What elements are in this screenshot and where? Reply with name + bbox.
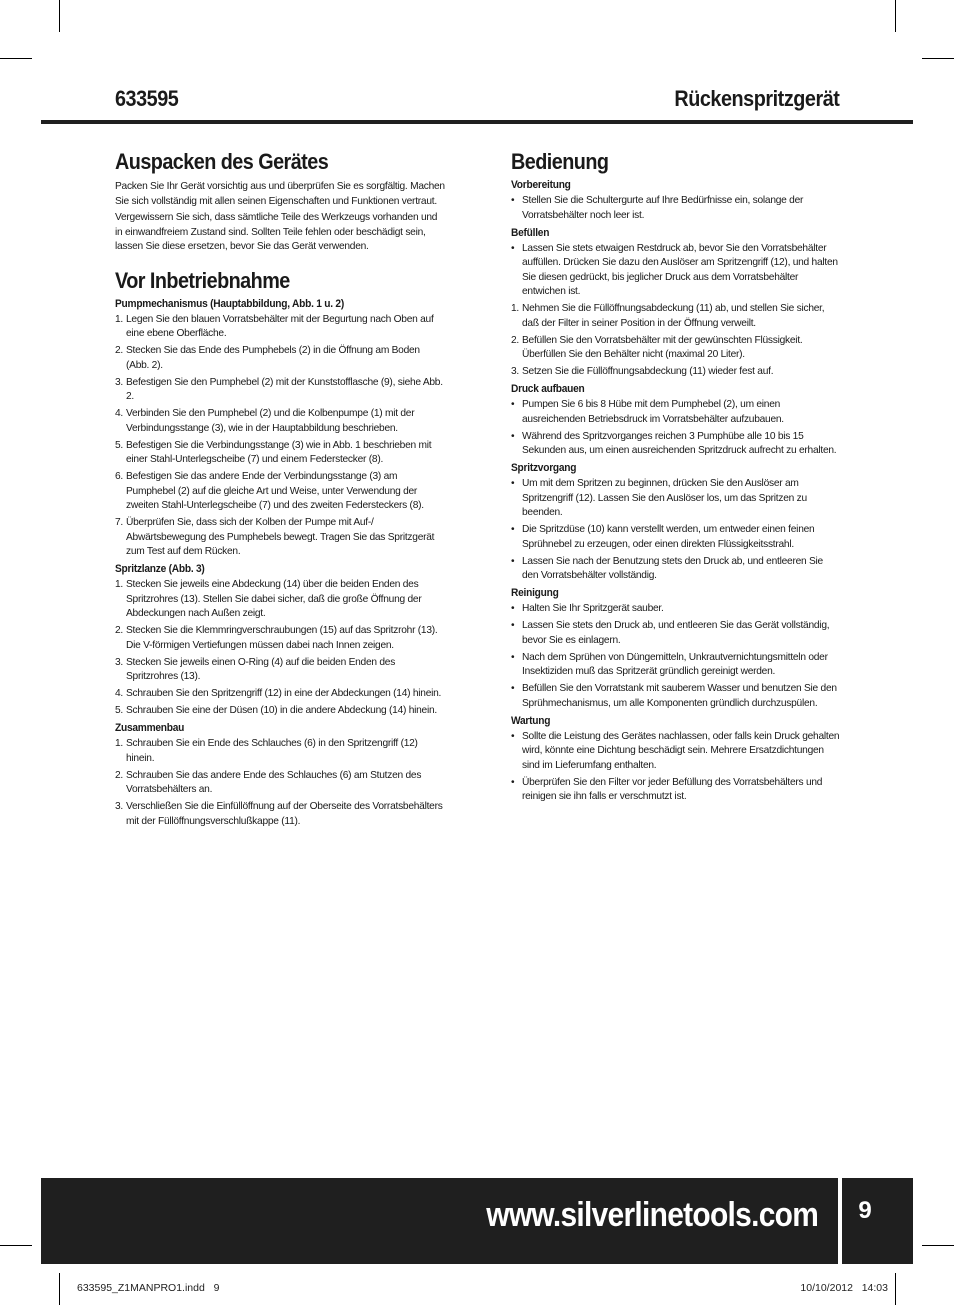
list-item-text: Lassen Sie stets etwaigen Restdruck ab, bevor Sie den Vorratsbehälter auffüllen. Drücken Sie dazu den Auslöser am Spritzengriff (12), und halten Sie diesen gedrückt, bis jeglicher Druck aus dem Vorratsbehälter entwichen ist. — [522, 242, 838, 297]
list-item-text: Befestigen Sie das andere Ende der Verbindungsstange (3) am Pumphebel (2) auf die gleiche Art und Weise, unter Verwendung der zweiten Stahl-Unterlegscheibe (7) und des zweiten Federsteckers (8). — [126, 471, 424, 511]
crop-mark — [895, 1273, 896, 1305]
crop-mark — [922, 58, 954, 59]
left-column — [115, 148, 445, 832]
list-item-text: Stecken Sie das Ende des Pumphebels (2) in die Öffnung am Boden (Abb. 2). — [126, 345, 420, 371]
list-item: • Während des Spritzvorganges reichen 3 Pumphübe alle 10 bis 15 Sekunden aus, um einen ausreichenden Spritzdruck aufrecht zu erhalten. — [511, 430, 837, 456]
list-item: • Halten Sie Ihr Spritzgerät sauber. — [511, 603, 664, 614]
list-item: 3. Stecken Sie jeweils einen O-Ring (4) auf die beiden Enden des Spritzrohres (13). — [115, 656, 396, 682]
list-item: 2. Schrauben Sie das andere Ende des Schlauches (6) am Stutzen des Vorratsbehälters an. — [115, 769, 422, 795]
list-item: • Die Spritzdüse (10) kann verstellt werden, um entweder einen feinen Sprühnebel zu erzeugen, oder einen direkten Flüssigkeitsstrahl. — [511, 524, 815, 550]
pump-steps — [115, 313, 445, 560]
list-item-text: Überprüfen Sie, dass sich der Kolben der Pumpe mit Auf-/ Abwärtsbewegung des Pumphebels bewegt. Tragen Sie das Spritzgerät zum Test auf dem Rücken. — [126, 517, 435, 557]
list-item: 5. Schrauben Sie eine der Düsen (10) in die andere Abdeckung (14) hinein. — [115, 705, 437, 716]
product-number: 633595 — [115, 86, 179, 111]
list-item-text: Verbinden Sie den Pumphebel (2) und die Kolbenpumpe (1) mit der Verbindungsstange (3), wie in der Hauptabbildung beschrieben. — [126, 408, 415, 434]
section-title-setup: Vor Inbetriebnahme — [115, 267, 290, 293]
maintenance-bullets — [511, 730, 841, 805]
footer-bar — [41, 1178, 838, 1264]
list-item-text: Stecken Sie die Klemmringverschraubungen (15) auf das Spritzrohr (13). Die V-förmigen Vertiefungen müssen dabei nach Innen zeigen. — [126, 625, 438, 651]
crop-mark — [895, 0, 896, 32]
header-rule — [41, 120, 913, 124]
list-item-text: Lassen Sie nach der Benutzung stets den Druck ab, und entleeren Sie den Vorratsbehälter vollständig. — [522, 555, 823, 581]
subheading-pump: Pumpmechanismus (Hauptabbildung, Abb. 1 u. 2) — [115, 297, 344, 310]
list-item-text: Stecken Sie jeweils einen O-Ring (4) auf die beiden Enden des Spritzrohres (13). — [126, 656, 396, 682]
list-item: 2. Befüllen Sie den Vorratsbehälter mit der gewünschten Flüssigkeit. Überfüllen Sie den Behälter nicht (maximal 20 Liter). — [511, 334, 803, 360]
list-item-text: Lassen Sie stets den Druck ab, und entleeren Sie das Gerät vollständig, bevor Sie es einlagern. — [522, 620, 830, 646]
pressure-bullets — [511, 398, 841, 459]
list-item: 3. Befestigen Sie den Pumphebel (2) mit der Kunststofflasche (9), siehe Abb. 2. — [115, 376, 443, 402]
list-item-text: Befüllen Sie den Vorratstank mit sauberem Wasser und benutzen Sie den Sprühmechanismus, um alle Komponenten gründlich durchzuspülen. — [522, 683, 837, 709]
subheading-pressure: Druck aufbauen — [511, 383, 585, 395]
subheading-prep: Vorbereitung — [511, 179, 571, 191]
spraying-bullets — [511, 477, 841, 584]
list-item-text: Befestigen Sie den Pumphebel (2) mit der Kunststofflasche (9), siehe Abb. 2. — [126, 376, 443, 402]
fill-steps — [511, 302, 841, 380]
list-item-text: Schrauben Sie eine der Düsen (10) in die andere Abdeckung (14) hinein. — [126, 705, 437, 716]
list-item: • Überprüfen Sie den Filter vor jeder Befüllung des Vorratsbehälters und reinigen sie ihn falls er verschmutzt ist. — [511, 776, 823, 802]
list-item: 5. Befestigen Sie die Verbindungsstange (3) wie in Abb. 1 beschrieben mit einer Stahl-Unterlegscheibe (7) und einem Federstecker (8). — [115, 439, 432, 465]
assembly-steps — [115, 737, 445, 829]
list-item-text: Nach dem Sprühen von Düngemitteln, Unkrautvernichtungsmitteln oder Insektiziden muß das Spritzerät gründlich gereinigt werden. — [522, 651, 828, 677]
list-item-text: Schrauben Sie das andere Ende des Schlauches (6) am Stutzen des Vorratsbehälters an. — [126, 769, 422, 795]
page-number: 9 — [858, 1197, 872, 1224]
list-item: 1. Legen Sie den blauen Vorratsbehälter mit der Begurtung nach Oben auf eine ebene Oberfläche. — [115, 313, 434, 339]
list-item: • Lassen Sie stets etwaigen Restdruck ab, bevor Sie den Vorratsbehälter auffüllen. Drücken Sie dazu den Auslöser am Spritzengriff (12), und halten Sie diesen gedrückt, bis jeglicher Druck aus dem Vorratsbehälter entwichen ist. — [511, 242, 838, 297]
list-item: 4. Verbinden Sie den Pumphebel (2) und die Kolbenpumpe (1) mit der Verbindungsstange (3), wie in der Hauptabbildung beschrieben. — [115, 408, 415, 434]
list-item-text: Legen Sie den blauen Vorratsbehälter mit der Begurtung nach Oben auf eine ebene Oberfläche. — [126, 313, 434, 339]
list-item: 3. Verschließen Sie die Einfüllöffnung auf der Oberseite des Vorratsbehälters mit der Füllöffnungsverschlußkappe (11). — [115, 801, 443, 827]
list-item: • Lassen Sie stets den Druck ab, und entleeren Sie das Gerät vollständig, bevor Sie es einlagern. — [511, 620, 830, 646]
list-item: • Um mit dem Spritzen zu beginnen, drücken Sie den Auslöser am Spritzengriff (12). Lassen Sie den Auslöser los, um das Spritzen zu beenden. — [511, 478, 807, 518]
list-item-text: Stecken Sie jeweils eine Abdeckung (14) über die beiden Enden des Spritzrohres (13). Stellen Sie dabei sicher, daß die große Öffnung der Abdeckungen nach Außen zeigt. — [126, 579, 422, 619]
print-slug-date: 10/10/2012 14:03 — [800, 1282, 888, 1294]
list-item-text: Befüllen Sie den Vorratsbehälter mit der gewünschten Flüssigkeit. Überfüllen Sie den Behälter nicht (maximal 20 Liter). — [522, 334, 803, 360]
list-item: • Stellen Sie die Schultergurte auf Ihre Bedürfnisse ein, solange der Vorratsbehälter noch leer ist. — [511, 195, 804, 221]
subheading-fill: Befüllen — [511, 226, 550, 239]
list-item: 6. Befestigen Sie das andere Ende der Verbindungsstange (3) am Pumphebel (2) auf die gleiche Art und Weise, unter Verwendung der zweiten Stahl-Unterlegscheibe (7) und des zweiten Federsteckers (8). — [115, 471, 424, 511]
list-item-text: Schrauben Sie den Spritzengriff (12) in eine der Abdeckungen (14) hinein. — [126, 688, 442, 699]
fill-bullets — [511, 242, 841, 300]
list-item: 7. Überprüfen Sie, dass sich der Kolben der Pumpe mit Auf-/ Abwärtsbewegung des Pumphebels bewegt. Tragen Sie das Spritzgerät zum Test auf dem Rücken. — [115, 517, 435, 557]
list-item: 2. Stecken Sie die Klemmringverschraubungen (15) auf das Spritzrohr (13). Die V-förmigen Vertiefungen müssen dabei nach Innen zeigen. — [115, 625, 438, 651]
section-title-unpacking: Auspacken des Gerätes — [115, 149, 329, 174]
list-item: 1. Stecken Sie jeweils eine Abdeckung (14) über die beiden Enden des Spritzrohres (13). Stellen Sie dabei sicher, daß die große Öffnung der Abdeckungen nach Außen zeigt. — [115, 579, 422, 619]
crop-mark — [922, 1245, 954, 1246]
page-number-box — [842, 1178, 913, 1264]
subheading-spraying: Spritzvorgang — [511, 462, 577, 474]
list-item: • Sollte die Leistung des Gerätes nachlassen, oder falls kein Druck gehalten wird, könnte eine Dichtung beschädigt sein. Mehrere Ersatzdichtungen sind im Lieferumfang enthalten. — [511, 730, 840, 771]
list-item-text: Überprüfen Sie den Filter vor jeder Befüllung des Vorratsbehälters und reinigen sie ihn falls er verschmutzt ist. — [522, 776, 823, 802]
list-item-text: Stellen Sie die Schultergurte auf Ihre Bedürfnisse ein, solange der Vorratsbehälter noch leer ist. — [522, 195, 804, 221]
list-item: 1. Schrauben Sie ein Ende des Schlauches (6) in den Spritzengriff (12) hinein. — [115, 738, 418, 764]
crop-mark — [59, 0, 60, 32]
list-item: • Lassen Sie nach der Benutzung stets den Druck ab, und entleeren Sie den Vorratsbehälter vollständig. — [511, 555, 823, 581]
cleaning-bullets — [511, 602, 841, 711]
crop-mark — [0, 1245, 32, 1246]
section-title-operation: Bedienung — [511, 149, 609, 174]
list-item: 4. Schrauben Sie den Spritzengriff (12) in eine der Abdeckungen (14) hinein. — [115, 688, 442, 699]
list-item-text: Während des Spritzvorganges reichen 3 Pumphübe alle 10 bis 15 Sekunden aus, um einen ausreichenden Spritzdruck aufrecht zu erhalten. — [522, 430, 837, 456]
crop-mark — [59, 1273, 60, 1305]
crop-mark — [0, 58, 32, 59]
list-item-text: Schrauben Sie ein Ende des Schlauches (6) in den Spritzengriff (12) hinein. — [126, 738, 418, 764]
subheading-assembly: Zusammenbau — [115, 722, 185, 734]
prep-bullets — [511, 194, 841, 223]
list-item-text: Pumpen Sie 6 bis 8 Hübe mit dem Pumphebel (2), um einen ausreichenden Betriebsdruck im Vorratsbehälter aufzubauen. — [522, 399, 784, 425]
list-item-text: Befestigen Sie die Verbindungsstange (3) wie in Abb. 1 beschrieben mit einer Stahl-Unterlegscheibe (7) und einem Federstecker (8). — [126, 439, 432, 465]
list-item-text: Verschließen Sie die Einfüllöffnung auf der Oberseite des Vorratsbehälters mit der Füllöffnungsverschlußkappe (11). — [126, 801, 443, 827]
unpacking-paragraph: Packen Sie Ihr Gerät vorsichtig aus und überprüfen Sie es sorgfältig. Machen Sie sich vollständig mit allen seinen Eigenschaften und Funktionen vertraut. — [115, 181, 445, 207]
subheading-maintenance: Wartung — [511, 714, 551, 727]
page-title: Rückenspritzgerät — [673, 86, 839, 111]
list-item-text: Halten Sie Ihr Spritzgerät sauber. — [522, 603, 664, 614]
list-item: 2. Stecken Sie das Ende des Pumphebels (2) in die Öffnung am Boden (Abb. 2). — [115, 345, 420, 371]
website-link[interactable]: www.silverlinetools.com — [486, 1196, 818, 1234]
subheading-lance: Spritzlanze (Abb. 3) — [115, 563, 205, 575]
list-item-text: Setzen Sie die Füllöffnungsabdeckung (11) wieder fest auf. — [522, 366, 774, 377]
list-item-text: Um mit dem Spritzen zu beginnen, drücken Sie den Auslöser am Spritzengriff (12). Lassen Sie den Auslöser los, um das Spritzen zu beenden. — [522, 478, 807, 518]
lance-steps — [115, 578, 445, 719]
list-item: 3. Setzen Sie die Füllöffnungsabdeckung (11) wieder fest auf. — [511, 366, 774, 377]
list-item: • Befüllen Sie den Vorratstank mit sauberem Wasser und benutzen Sie den Sprühmechanismus, um alle Komponenten gründlich durchzuspülen. — [511, 683, 837, 709]
print-slug-file: 633595_Z1MANPRO1.indd 9 — [77, 1282, 220, 1294]
unpacking-paragraph: Vergewissern Sie sich, dass sämtliche Teile des Werkzeugs vorhanden und in einwandfreiem Zustand sind. Sollten Teile fehlen oder beschädigt sein, lassen Sie diese ersetzen, bevor Sie das Gerät verwenden. — [115, 212, 438, 252]
list-item: • Nach dem Sprühen von Düngemitteln, Unkrautvernichtungsmitteln oder Insektiziden muß das Spritzerät gründlich gereinigt werden. — [511, 651, 828, 677]
list-item-text: Sollte die Leistung des Gerätes nachlassen, oder falls kein Druck gehalten wird, könnte eine Dichtung beschädigt sein. Mehrere Ersatzdichtungen sind im Lieferumfang enthalten. — [522, 730, 840, 771]
subheading-cleaning: Reinigung — [511, 587, 559, 599]
list-item-text: Die Spritzdüse (10) kann verstellt werden, um entweder einen feinen Sprühnebel zu erzeugen, oder einen direkten Flüssigkeitsstrahl. — [522, 524, 815, 550]
right-column — [511, 148, 841, 807]
list-item: 1. Nehmen Sie die Füllöffnungsabdeckung (11) ab, und stellen Sie sicher, daß der Filter in seiner Position in der Öffnung verweilt. — [511, 303, 825, 329]
list-item: • Pumpen Sie 6 bis 8 Hübe mit dem Pumphebel (2), um einen ausreichenden Betriebsdruck im Vorratsbehälter aufzubauen. — [511, 399, 784, 425]
list-item-text: Nehmen Sie die Füllöffnungsabdeckung (11) ab, und stellen Sie sicher, daß der Filter in seiner Position in der Öffnung verweilt. — [522, 303, 825, 329]
